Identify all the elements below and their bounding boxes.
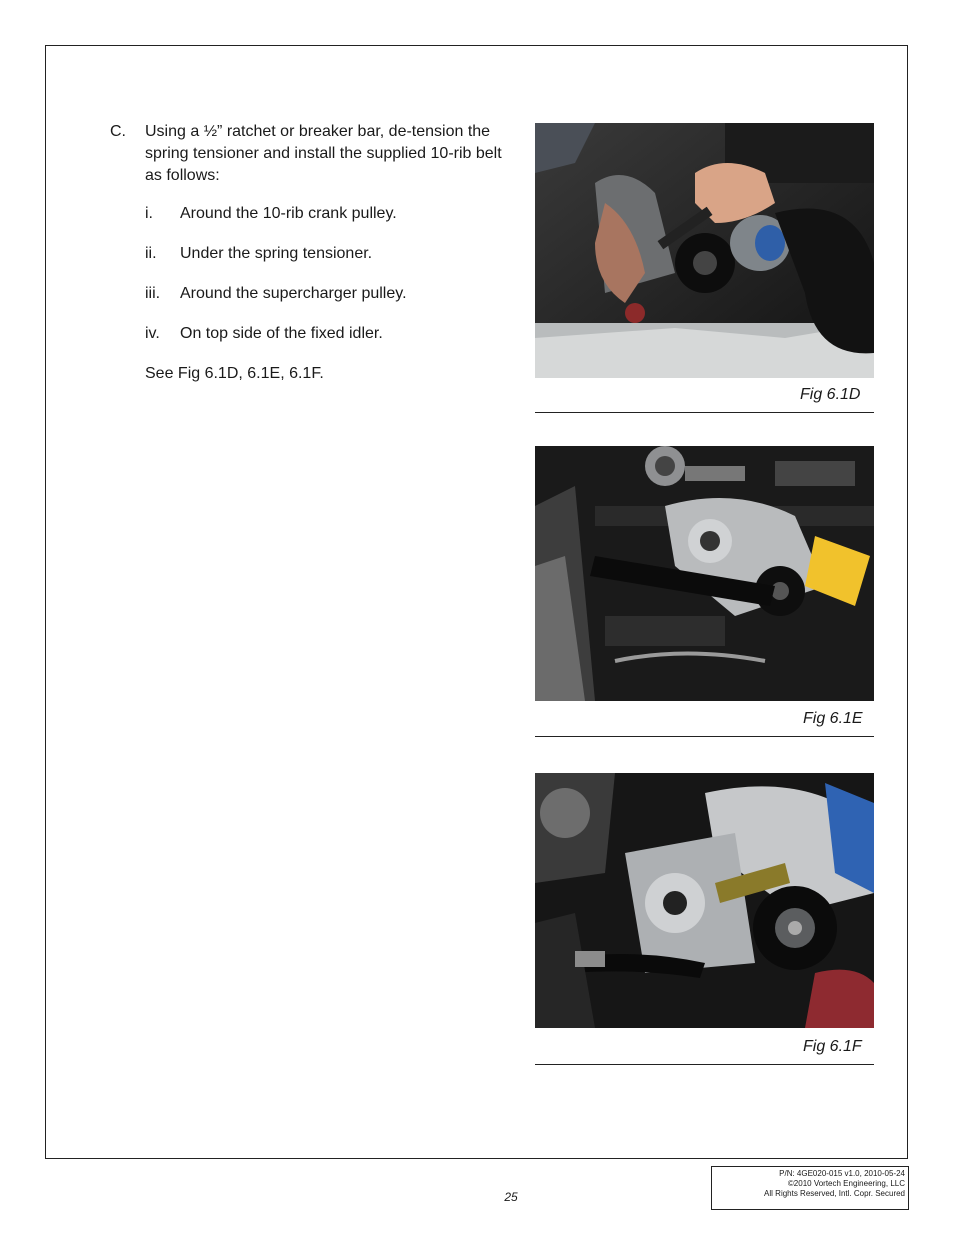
- step-text: Using a ½” ratchet or breaker bar, de-tension the spring tensioner and install the supplied 10-rib belt as follows:: [145, 123, 502, 184]
- substep-text: On top side of the fixed idler.: [180, 325, 383, 342]
- page-number: 25: [504, 1190, 518, 1204]
- figure-caption-f: Fig 6.1F: [803, 1038, 862, 1055]
- figure-caption-e: Fig 6.1E: [803, 710, 863, 727]
- copyright-line: ©2010 Vortech Engineering, LLC: [787, 1179, 905, 1188]
- figure-caption-d: Fig 6.1D: [800, 386, 861, 403]
- substep-number: ii.: [145, 245, 157, 262]
- substep-number: iv.: [145, 325, 160, 342]
- caption-divider: [535, 412, 874, 413]
- caption-divider: [535, 736, 874, 737]
- part-number: P/N: 4GE020-015 v1.0, 2010-05-24: [779, 1169, 905, 1178]
- figure-photo-d: [535, 123, 874, 378]
- caption-divider: [535, 1064, 874, 1065]
- figure-photo-e: [535, 446, 874, 701]
- substep-number: iii.: [145, 285, 161, 302]
- substep-text: Around the 10-rib crank pulley.: [180, 205, 397, 222]
- see-figures-note: See Fig 6.1D, 6.1E, 6.1F.: [145, 365, 324, 382]
- copyright-box: [711, 1166, 909, 1210]
- substep-text: Under the spring tensioner.: [180, 245, 373, 262]
- rights-line: All Rights Reserved, Intl. Copr. Secured: [764, 1189, 905, 1198]
- substep-text: Around the supercharger pulley.: [180, 285, 407, 302]
- step-label: C.: [110, 123, 126, 140]
- substep-number: i.: [145, 205, 153, 222]
- figure-photo-f: [535, 773, 874, 1028]
